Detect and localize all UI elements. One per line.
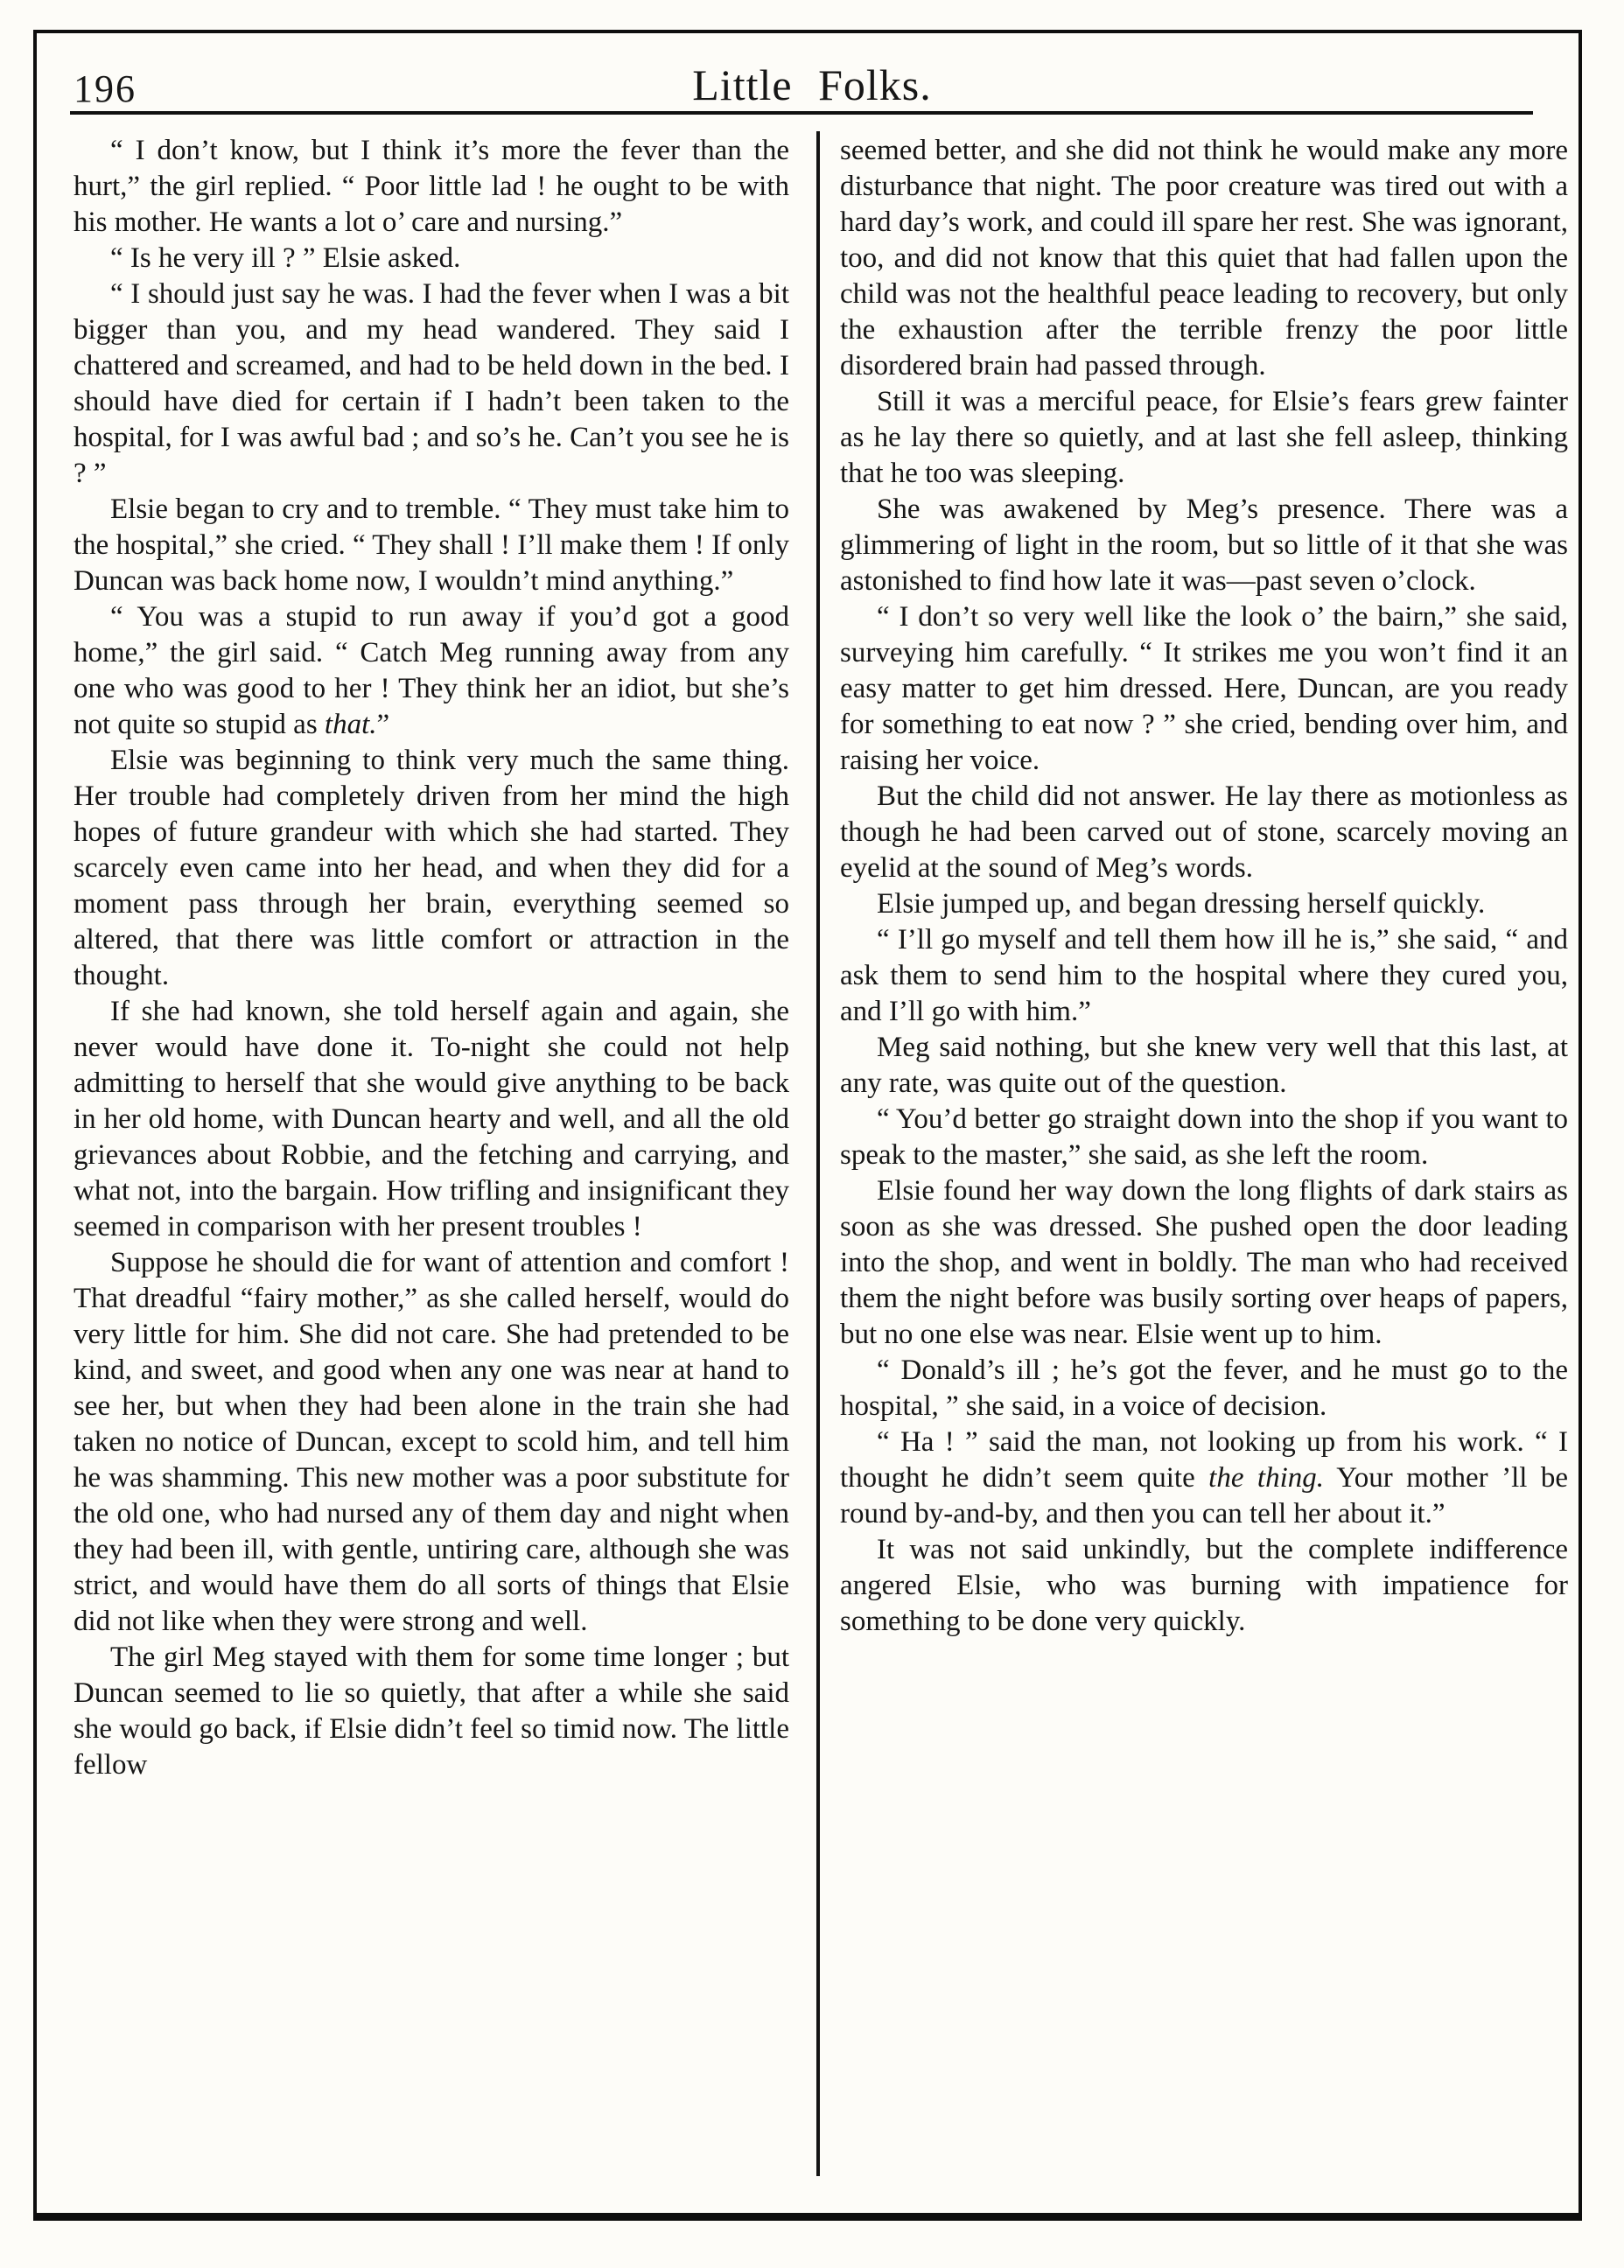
paragraph [74, 241, 789, 276]
column-divider [816, 131, 820, 2176]
paragraph [840, 1424, 1568, 1532]
paragraph [840, 133, 1568, 384]
text-segment: It was not said unkindly, but the complete indifference angered Elsie, who was burning with impatience for something to be done very quickly. [840, 1534, 1568, 1637]
text-segment: Suppose he should die for want of attention and comfort ! That dreadful “fairy mother,” as she called herself, would do very little for him. She did not care. She had pretended to be kind, and sweet, and good when any one was near at hand to see her, but when they had been alone in the train she had taken no notice of Duncan, except to scold him, and tell him he was shamming. This new mother was a poor substitute for the old one, who had nursed any of them day and night when they had been ill, with gentle, untiring care, although she was strict, and would have them do all sorts of things that Elsie did not like when they were strong and well. [74, 1247, 789, 1637]
text-segment: seemed better, and she did not think he would make any more disturbance that night. The poor creature was tired out with a hard day’s work, and could ill spare her rest. She was ignorant, too, and did not know that this quiet that had fallen upon the child was not the healthful peace leading to recovery, but only the exhaustion after the terrible frenzy the poor little disordered brain had passed through. [840, 135, 1568, 382]
paragraph [840, 492, 1568, 599]
text-segment: The girl Meg stayed with them for some time longer ; but Duncan seemed to lie so quietly, that after a while she said she would go back, if Elsie didn’t feel so timid now. The little fellow [74, 1642, 789, 1781]
text-segment: Meg said nothing, but she knew very well that this last, at any rate, was quite out of the question. [840, 1032, 1568, 1099]
paragraph [74, 743, 789, 994]
text-segment: “ Donald’s ill ; he’s got the fever, and he must go to the hospital, ” she said, in a voice of decision. [840, 1354, 1568, 1422]
paragraph [74, 492, 789, 599]
text-segment: “ I don’t so very well like the look o’ the bairn,” she said, surveying him carefully. “ It strikes me you won’t find it an easy matter to get him dressed. Here, Duncan, are you ready for something to eat now ? ” she cried, bending over him, and raising her voice. [840, 601, 1568, 776]
italic-text-segment: that. [324, 709, 377, 740]
paragraph [74, 599, 789, 743]
paragraph [840, 1030, 1568, 1102]
paragraph [840, 1102, 1568, 1173]
text-segment: Elsie found her way down the long flights of dark stairs as soon as she was dressed. She pushed open the door leading into the shop, and went in boldly. The man who had received them the night before was busily sorting over heaps of papers, but no one else was near. Elsie went up to him. [840, 1175, 1568, 1350]
text-segment: But the child did not answer. He lay there as motionless as though he had been carved out of stone, scarcely moving an eyelid at the sound of Meg’s words. [840, 780, 1568, 884]
text-segment: She was awakened by Meg’s presence. There was a glimmering of light in the room, but so little of it that she was astonished to find how late it was—past seven o’clock. [840, 494, 1568, 597]
paragraph [74, 276, 789, 492]
paragraph [840, 779, 1568, 886]
page-title: Little Folks. [692, 60, 932, 109]
text-segment: Elsie was beginning to think very much the same thing. Her trouble had completely driven from her mind the high hopes of future grandeur with which she had started. They scarcely even came into her head, and when they did for a moment pass through her brain, everything seemed so altered, that there was little comfort or attraction in the thought. [74, 745, 789, 991]
text-segment: Still it was a merciful peace, for Elsie’s fears grew fainter as he lay there so quietly, and at last she fell asleep, thinking that he too was sleeping. [840, 386, 1568, 489]
text-segment: “ Is he very ill ? ” Elsie asked. [110, 242, 461, 274]
header-rule [70, 111, 1533, 115]
paragraph [74, 1245, 789, 1640]
text-segment: Elsie began to cry and to tremble. “ They must take him to the hospital,” she cried. “ They shall ! I’ll make them ! If only Duncan was back home now, I wouldn’t mind anything.” [74, 494, 789, 597]
paragraph [840, 1353, 1568, 1424]
paragraph [74, 994, 789, 1245]
paragraph [74, 133, 789, 241]
paragraph [840, 1173, 1568, 1353]
paragraph [840, 1532, 1568, 1640]
text-segment: If she had known, she told herself again and again, she never would have done it. To-night she could not help admitting to herself that she would give anything to be back in her old home, with Duncan hearty and well, and all the old grievances about Robbie, and the fetching and carrying, and what not, into the bargain. How trifling and insignificant they seemed in comparison with her present troubles ! [74, 996, 789, 1242]
italic-text-segment: the thing. [1208, 1462, 1325, 1494]
text-segment: “ I’ll go myself and tell them how ill he is,” she said, “ and ask them to send him to the hospital where they cured you, and I’ll go with him.” [840, 924, 1568, 1027]
text-segment: “ I don’t know, but I think it’s more the fever than the hurt,” the girl replied. “ Poor little lad ! he ought to be with his mother. He wants a lot o’ care and nursing.” [74, 135, 789, 238]
paragraph [840, 922, 1568, 1030]
text-segment: “ I should just say he was. I had the fever when I was a bit bigger than you, and my head wandered. They said I chattered and screamed, and had to be held down in the bed. I should have died for certain if I hadn’t been taken to the hospital, for I was awful bad ; and so’s he. Can’t you see he is ? ” [74, 278, 789, 489]
text-segment: “ Ha ! ” said the man, not looking up from his work. “ I thought he didn’t seem quite [840, 1426, 1568, 1494]
column-right [840, 133, 1568, 2202]
text-segment: “ You was a stupid to run away if you’d got a good home,” the girl said. “ Catch Meg running away from any one who was good to her ! They think her an idiot, but she’s not quite so stupid as [74, 601, 789, 740]
page-number: 196 [74, 67, 136, 110]
text-segment: “ You’d better go straight down into the shop if you want to speak to the master,” she said, as she left the room. [840, 1103, 1568, 1171]
paragraph [840, 886, 1568, 922]
paragraph [74, 1640, 789, 1783]
paragraph [840, 384, 1568, 492]
text-segment: Your mother ’ll be round by-and-by, and then you can tell her about it.” [840, 1462, 1568, 1530]
paragraph [840, 599, 1568, 779]
text-segment: ” [376, 709, 390, 740]
column-left [74, 133, 789, 2202]
text-segment: Elsie jumped up, and began dressing herself quickly. [877, 888, 1486, 920]
